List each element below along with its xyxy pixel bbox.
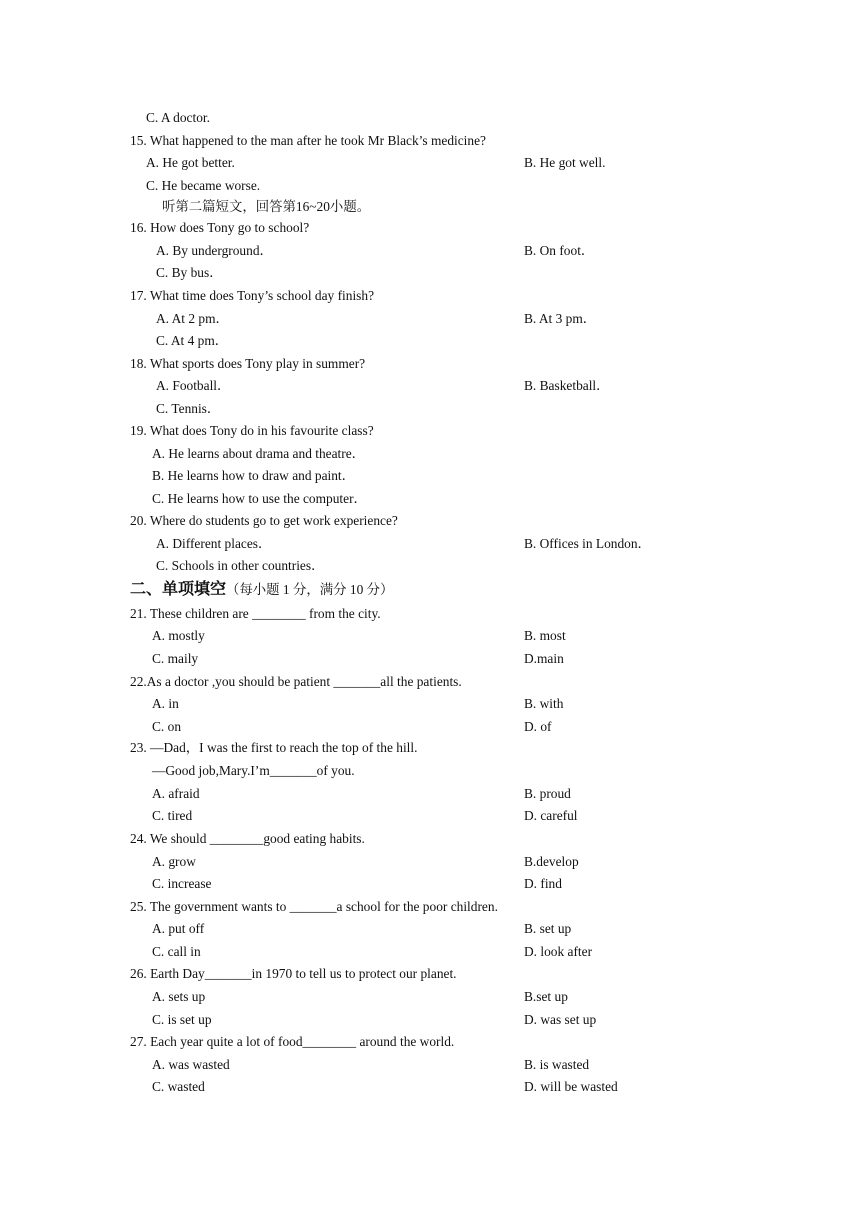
q18-option-a: A. Football． <box>156 378 231 393</box>
q26-option-d: D. was set up <box>524 1012 597 1027</box>
q14-option-c: C. A doctor. <box>146 110 210 125</box>
q23-option-a: A. afraid <box>152 786 200 801</box>
q23-option-c: C. tired <box>152 808 193 823</box>
q27-question: 27. Each year quite a lot of food________ around the world. <box>130 1034 455 1049</box>
q15-option-c: C. He became worse. <box>146 178 261 193</box>
q15-option-a: A. He got better. <box>146 155 235 170</box>
q21-option-b: B. most <box>524 628 566 643</box>
q21-option-a: A. mostly <box>152 628 205 643</box>
q25-option-a: A. put off <box>152 921 205 936</box>
section2-note: （每小题 1 分，满分 10 分） <box>226 582 394 597</box>
q18-option-b: B. Basketball． <box>524 378 610 393</box>
q24-question: 24. We should ________good eating habits. <box>130 831 365 846</box>
q16-option-c: C. By bus． <box>156 265 223 280</box>
q25-option-d: D. look after <box>524 944 593 959</box>
q22-question: 22.As a doctor ,you should be patient _______all the patients. <box>130 674 462 689</box>
q25-question: 25. The government wants to _______a school for the poor children. <box>130 899 498 914</box>
q23-question: 23. —Dad，I was the first to reach the top of the hill. <box>130 740 418 755</box>
q24-option-d: D. find <box>524 876 562 891</box>
q18-question: 18. What sports does Tony play in summer? <box>130 356 366 371</box>
q21-option-d: D.main <box>524 651 564 666</box>
section2-title: 二、单项填空 <box>130 579 227 598</box>
q19-option-c: C. He learns how to use the computer． <box>152 491 367 506</box>
q22-option-d: D. of <box>524 719 552 734</box>
q25-option-b: B. set up <box>524 921 572 936</box>
q19-question: 19. What does Tony do in his favourite class? <box>130 423 374 438</box>
section2-heading <box>130 580 393 599</box>
q27-option-c: C. wasted <box>152 1079 205 1094</box>
q26-option-a: A. sets up <box>152 989 206 1004</box>
q15-question: 15. What happened to the man after he took Mr Black’s medicine? <box>130 133 486 148</box>
q17-option-c: C. At 4 pm． <box>156 333 229 348</box>
q23-option-b: B. proud <box>524 786 571 801</box>
q21-option-c: C. maily <box>152 651 199 666</box>
q22-option-b: B. with <box>524 696 564 711</box>
q17-option-a: A. At 2 pm． <box>156 311 229 326</box>
q22-option-a: A. in <box>152 696 179 711</box>
q20-question: 20. Where do students go to get work experience? <box>130 513 398 528</box>
q17-question: 17. What time does Tony’s school day finish? <box>130 288 375 303</box>
q15-option-b: B. He got well. <box>524 155 606 170</box>
q23-option-d: D. careful <box>524 808 578 823</box>
q26-question: 26. Earth Day_______in 1970 to tell us to protect our planet. <box>130 966 457 981</box>
q18-option-c: C. Tennis． <box>156 401 221 416</box>
q24-option-b: B.develop <box>524 854 579 869</box>
q26-option-c: C. is set up <box>152 1012 212 1027</box>
q27-option-d: D. will be wasted <box>524 1079 618 1094</box>
q19-option-a: A. He learns about drama and theatre． <box>152 446 366 461</box>
q24-option-a: A. grow <box>152 854 196 869</box>
q16-option-a: A. By underground． <box>156 243 273 258</box>
q26-option-b: B.set up <box>524 989 568 1004</box>
q20-option-b: B. Offices in London． <box>524 536 651 551</box>
q20-option-a: A. Different places． <box>156 536 272 551</box>
q24-option-c: C. increase <box>152 876 212 891</box>
q21-question: 21. These children are ________ from the city. <box>130 606 381 621</box>
q16-option-b: B. On foot． <box>524 243 595 258</box>
q23-dialogue-line2: —Good job,Mary.I’m_______of you. <box>152 763 355 778</box>
q19-option-b: B. He learns how to draw and paint． <box>152 468 356 483</box>
q25-option-c: C. call in <box>152 944 201 959</box>
q20-option-c: C. Schools in other countries． <box>156 558 325 573</box>
q27-option-a: A. was wasted <box>152 1057 230 1072</box>
q27-option-b: B. is wasted <box>524 1057 590 1072</box>
q22-option-c: C. on <box>152 719 182 734</box>
passage2-intro: 听第二篇短文，回答第16~20小题。 <box>162 199 371 214</box>
q16-question: 16. How does Tony go to school? <box>130 220 310 235</box>
q17-option-b: B. At 3 pm． <box>524 311 597 326</box>
